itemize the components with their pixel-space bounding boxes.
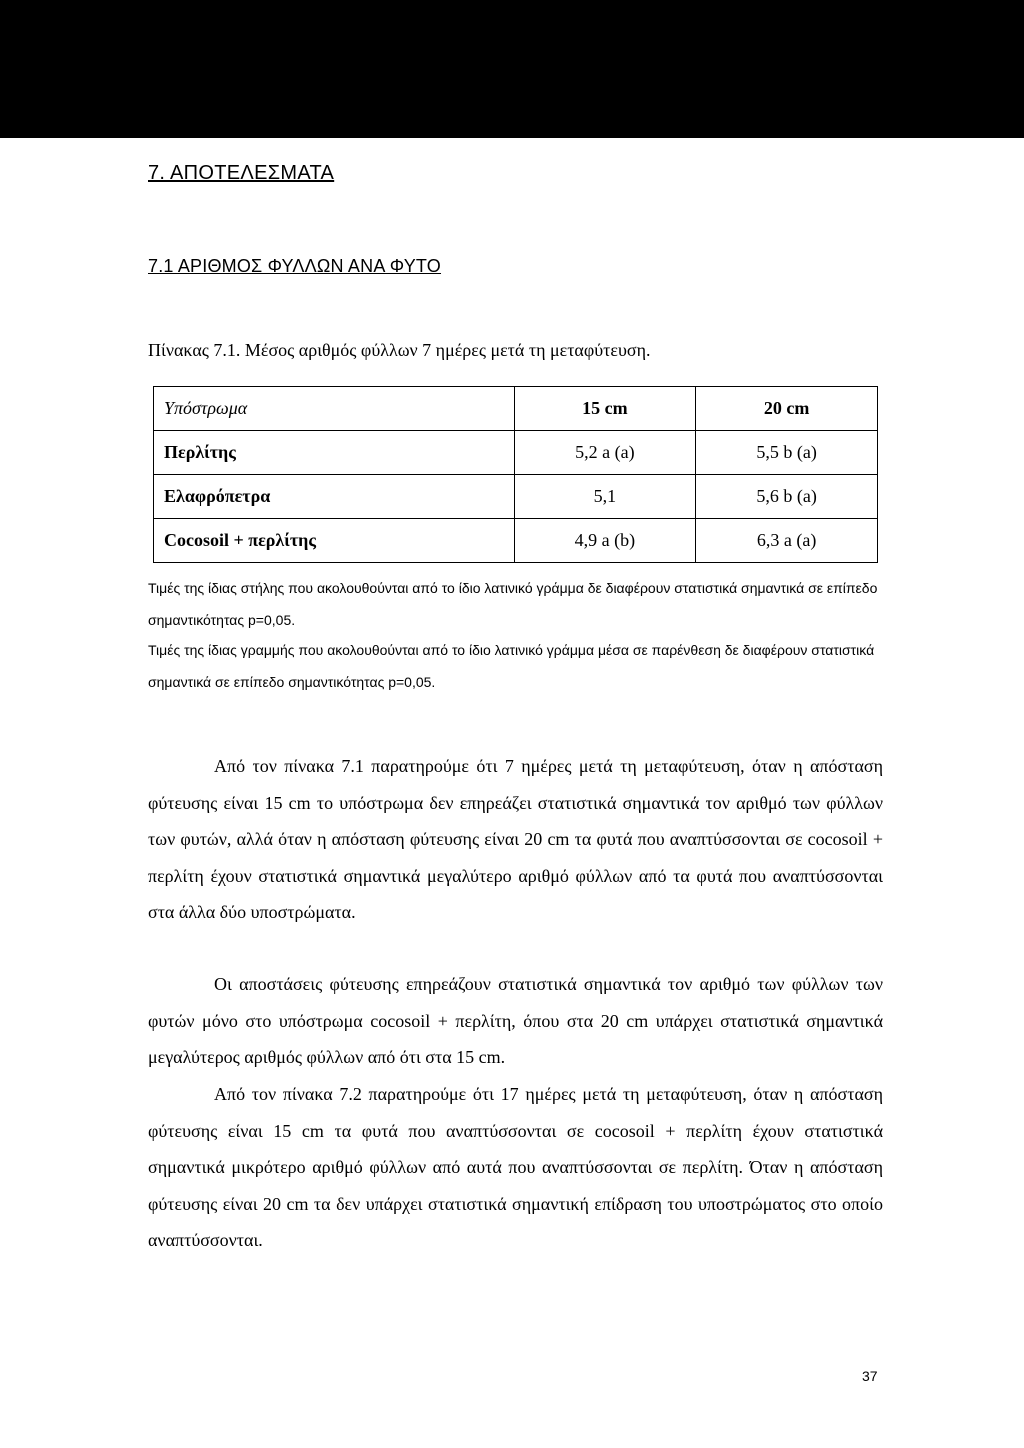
- table-row: [154, 519, 878, 563]
- table-header-row: [154, 387, 878, 431]
- table-row: [154, 431, 878, 475]
- row-label: Περλίτης: [154, 431, 515, 475]
- header-15cm: 15 cm: [514, 387, 696, 431]
- subsection-heading: 7.1 ΑΡΙΘΜΟΣ ΦΥΛΛΩΝ ΑΝΑ ΦΥΤΟ: [148, 256, 442, 276]
- body-paragraph: Οι αποστάσεις φύτευσης επηρεάζουν στατιστικά σημαντικά τον αριθμό των φύλλων των φυτών μόνο στο υπόστρωμα cocosoil + περλίτη, όπου στα 20 cm υπάρχει στατιστικά σημαντικά μεγαλύτερος αριθμός φύλλων από ότι στα 15 cm.: [148, 974, 883, 1067]
- table-cell: 5,1: [514, 475, 696, 519]
- header-20cm: 20 cm: [696, 387, 878, 431]
- table-cell: 5,6 b (a): [696, 475, 878, 519]
- section-heading: 7. ΑΠΟΤΕΛΕΣΜΑΤΑ: [148, 162, 335, 184]
- row-label: Cocosoil + περλίτης: [154, 519, 515, 563]
- body-paragraph: Από τον πίνακα 7.2 παρατηρούμε ότι 17 ημέρες μετά τη μεταφύτευση, όταν η απόσταση φύτευσης είναι 15 cm τα φυτά που αναπτύσσονται σε cocosoil + περλίτη έχουν στατιστικά σημαντικά μικρότερο αριθμό φύλλων από αυτά που αναπτύσσονται σε περλίτη. Όταν η απόσταση φύτευσης είναι 20 cm τα δεν υπάρχει στατιστικά σημαντική επίδραση του υποστρώματος στο οποίο αναπτύσσονται.: [148, 1084, 883, 1250]
- table-note-row: Τιμές της ίδιας γραμμής που ακολουθούνται από το ίδιο λατινικό γράμμα μέσα σε παρένθεση δε διαφέρουν στατιστικά σημαντικά σε επίπεδο σημαντικότητας p=0,05.: [148, 642, 875, 690]
- table-cell: 5,5 b (a): [696, 431, 878, 475]
- table-cell: 6,3 a (a): [696, 519, 878, 563]
- leaves-table: [153, 386, 878, 563]
- page-number: 37: [862, 1368, 878, 1384]
- header-substrate: Υπόστρωμα: [154, 387, 515, 431]
- body-paragraph: Από τον πίνακα 7.1 παρατηρούμε ότι 7 ημέρες μετά τη μεταφύτευση, όταν η απόσταση φύτευσης είναι 15 cm το υπόστρωμα δεν επηρεάζει στατιστικά σημαντικά τον αριθμό των φύλλων των φυτών, αλλά όταν η απόσταση φύτευσης είναι 20 cm τα φυτά που αναπτύσσονται σε cocosoil + περλίτη έχουν στατιστικά σημαντικά μεγαλύτερο αριθμό φύλλων από τα φυτά που αναπτύσσονται στα άλλα δύο υποστρώματα.: [148, 756, 883, 922]
- table-cell: 5,2 a (a): [514, 431, 696, 475]
- row-label: Ελαφρόπετρα: [154, 475, 515, 519]
- table-cell: 4,9 a (b): [514, 519, 696, 563]
- table-caption: Πίνακας 7.1. Μέσος αριθμός φύλλων 7 ημέρες μετά τη μεταφύτευση.: [148, 340, 651, 360]
- table-note-column: Τιμές της ίδιας στήλης που ακολουθούνται από το ίδιο λατινικό γράμμα δε διαφέρουν στατιστικά σημαντικά σε επίπεδο σημαντικότητας p=0,05.: [148, 580, 878, 628]
- table-row: [154, 475, 878, 519]
